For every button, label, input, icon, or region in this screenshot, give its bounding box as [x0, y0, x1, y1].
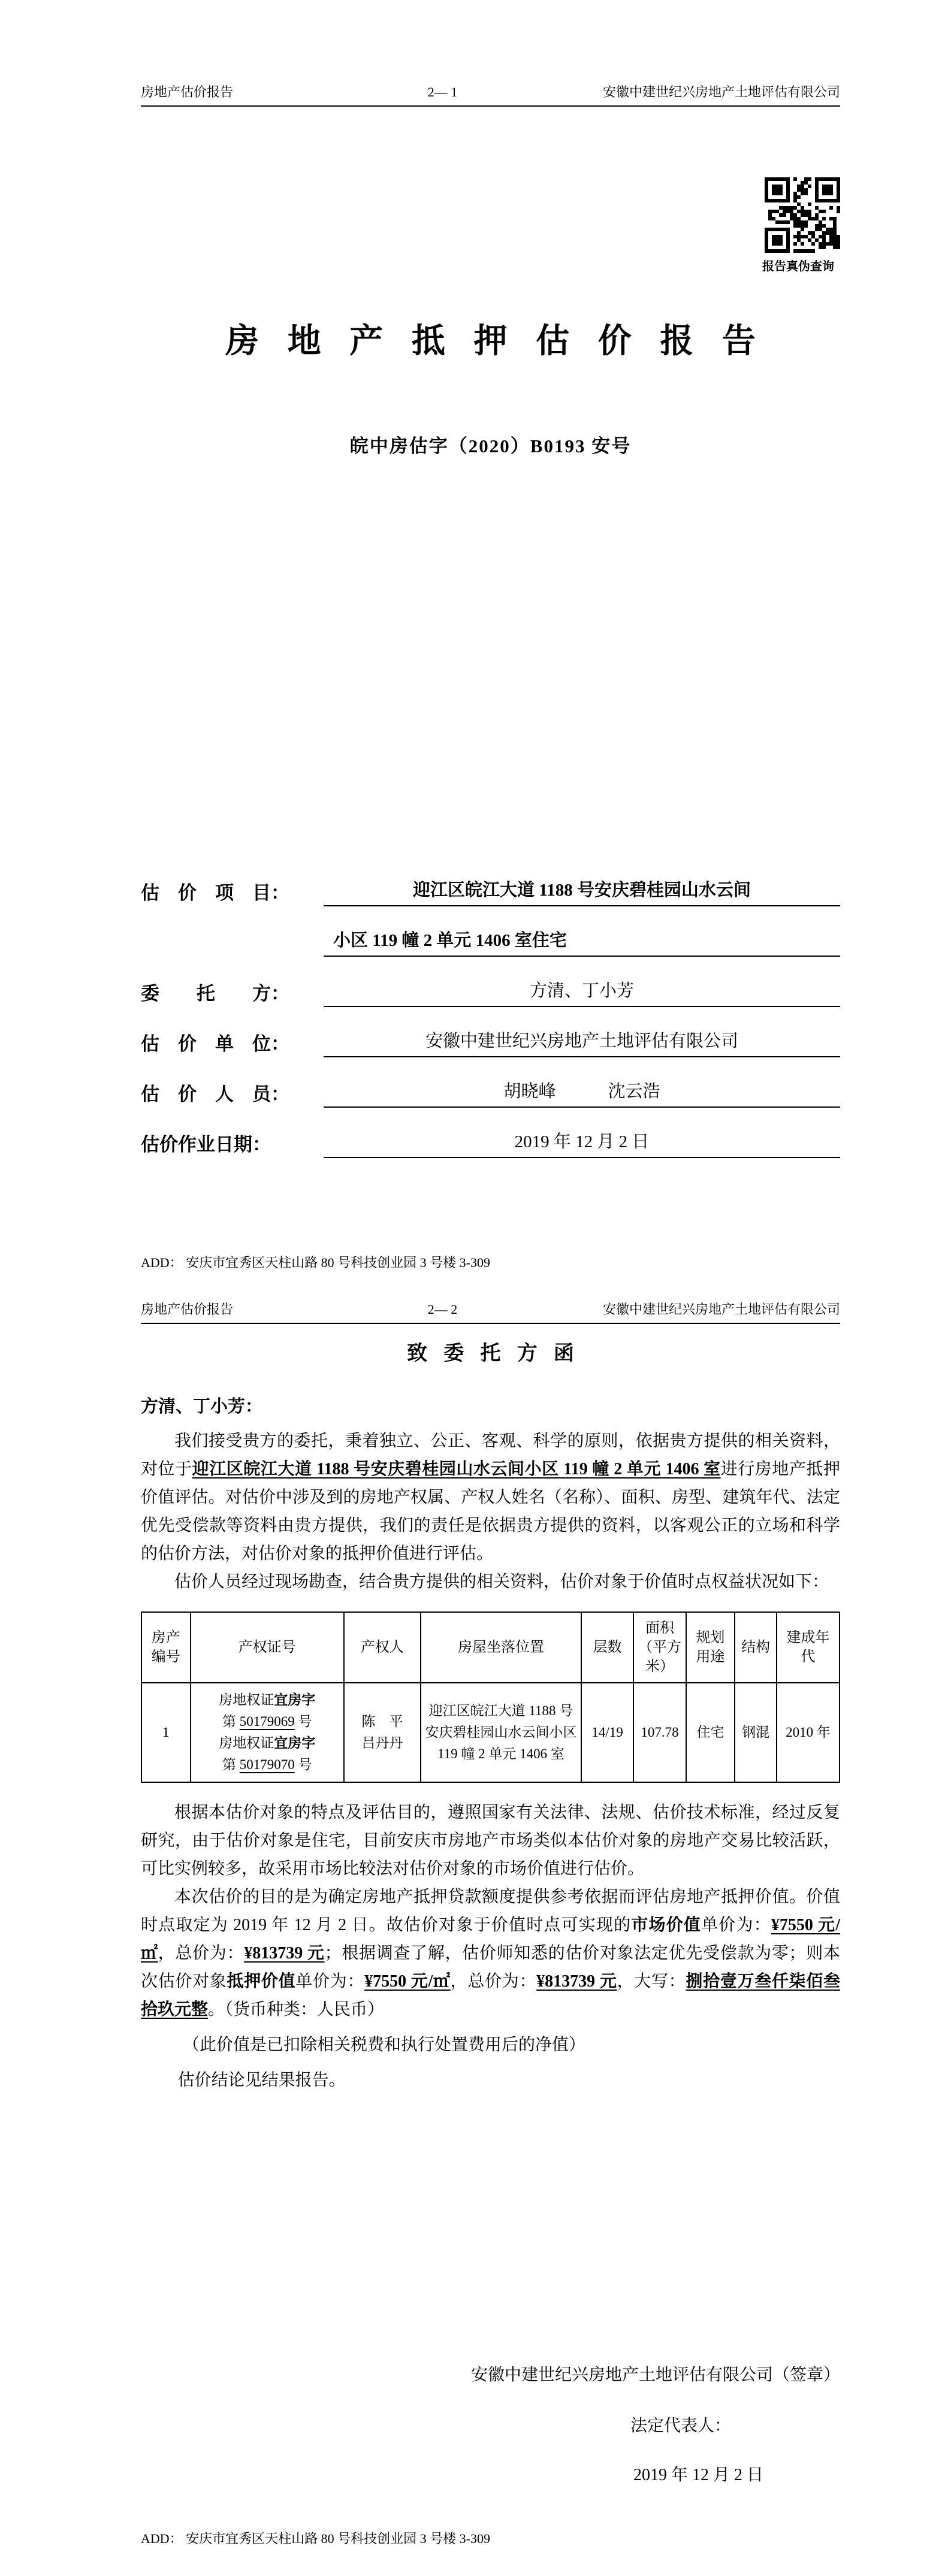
cert-text: 号 — [294, 1714, 312, 1729]
mortgage-value-term: 抵押价值 — [227, 1972, 296, 1991]
project-value-line-2: 小区 119 幢 2 单元 1406 室住宅 — [324, 928, 840, 957]
cell-year: 2010 年 — [777, 1683, 840, 1782]
header-doc-type: 房地产估价报告 — [141, 84, 234, 99]
paragraph-segment: ，总价为： — [158, 1944, 244, 1963]
form-row-work-date — [141, 1129, 840, 1158]
signature-date: 2019 年 12 月 2 日 — [633, 2466, 763, 2484]
cert-text: 房地权证 — [219, 1692, 274, 1707]
cert-number: 50179070 — [239, 1757, 295, 1772]
cert-line — [194, 1733, 341, 1754]
unit-price-value: ¥7550 元/㎡ — [141, 1916, 840, 1963]
mortgage-unit-price-value: ¥7550 元/㎡ — [364, 1972, 451, 1991]
letter-paragraph-2: 估价人员经过现场勘查，结合贵方提供的相关资料，估价对象于价值时点权益状况如下： — [174, 1573, 829, 1591]
footer-address: ADD： 安庆市宜秀区天柱山路 80 号科技创业园 3 号楼 3-309 — [141, 1255, 490, 1270]
work-date-label: 估价作业日期： — [141, 1134, 271, 1155]
appraisers-label: 估 价 人 员： — [141, 1084, 289, 1105]
agency-value: 安徽中建世纪兴房地产土地评估有限公司 — [324, 1029, 840, 1057]
page-footer — [141, 2530, 840, 2547]
col-header-use: 规划用途 — [686, 1612, 735, 1683]
cell-floors: 14/19 — [581, 1683, 633, 1782]
conclusion-line: 估价结论见结果报告。 — [177, 2071, 346, 2090]
form-row-client — [141, 978, 840, 1007]
market-value-term: 市场价值 — [631, 1916, 702, 1934]
form-row-project — [141, 878, 840, 906]
cert-number: 50179069 — [239, 1714, 295, 1729]
paragraph-segment: 单价为： — [701, 1916, 771, 1934]
letter-paragraph-3: 根据本估价对象的特点及评估目的，遵照国家有关法律、法规、估价技术标准，经过反复研究，由于估价对象是住宅，目前安庆市房地产市场类似本估价对象的房地产交易比较活跃，可比实例较多，故采用市场比较法对估价对象的市场价值进行估价。 — [141, 1803, 840, 1878]
form-row-project-continued — [141, 928, 840, 957]
owner-name: 陈 平 — [361, 1714, 403, 1729]
cover-form — [141, 878, 840, 1158]
cert-line — [194, 1711, 341, 1733]
header-page-number: 2— 2 — [427, 1302, 458, 1317]
project-value-line-1: 迎江区皖江大道 1188 号安庆碧桂园山水云间 — [324, 878, 840, 906]
total-price-value: ¥813739 元 — [244, 1944, 325, 1963]
cert-line — [194, 1689, 341, 1711]
header-doc-type: 房地产估价报告 — [141, 1302, 234, 1317]
signature-company: 安徽中建世纪兴房地产土地评估有限公司（签章） — [470, 2366, 840, 2384]
agency-label: 估 价 单 位： — [141, 1033, 289, 1054]
cell-location: 迎江区皖江大道 1188 号安庆碧桂园山水云间小区 119 幢 2 单元 1406 室 — [421, 1683, 581, 1782]
cell-area: 107.78 — [633, 1683, 686, 1782]
letter-title: 致委托方函 — [407, 1343, 591, 1365]
paragraph-segment: 本次估价的目的是为确定房地产抵押贷款额度提供参考依据而评估房地产抵押价值。价值时点取定为 2019 年 12 月 2 日。故估价对象于价值时点可实现的 — [141, 1888, 840, 1934]
header-company-name: 安徽中建世纪兴房地产土地评估有限公司 — [602, 1302, 840, 1317]
table-header-row — [141, 1612, 840, 1683]
cert-text: 第 — [222, 1714, 240, 1729]
paragraph-segment: 。（货币种类：人民币） — [208, 2000, 385, 2019]
paragraph-segment: 进行房地产抵押价值评估。对估价中涉及到的房地产权属、产权人姓名（名称）、面积、房型、建筑年代、法定优先受偿款等资料由贵方提供，我们的责任是依据贵方提供的资料，以客观公正的立场和科学的估价方法，对估价对象的抵押价值进行评估。 — [141, 1460, 840, 1563]
cert-text: 第 — [222, 1757, 240, 1772]
paragraph-segment: ，总价为： — [450, 1972, 537, 1991]
cell-cert-no — [191, 1683, 344, 1782]
form-row-agency — [141, 1029, 840, 1057]
paragraph-segment: ，大写： — [617, 1972, 686, 1991]
col-header-property-no: 房产编号 — [141, 1612, 191, 1683]
page-header — [141, 84, 840, 107]
cert-text: 房地权证 — [219, 1736, 274, 1750]
legal-representative-label: 法定代表人： — [630, 2417, 731, 2435]
property-info-table — [141, 1611, 840, 1783]
header-company-name: 安徽中建世纪兴房地产土地评估有限公司 — [602, 84, 840, 99]
appraisers-value: 胡晓峰 沈云浩 — [324, 1079, 840, 1108]
qr-code-icon — [765, 177, 840, 253]
page-footer — [141, 1254, 840, 1271]
cell-structure: 钢混 — [735, 1683, 777, 1782]
letter-paragraph-1 — [141, 1427, 840, 1568]
work-date-value: 2019 年 12 月 2 日 — [324, 1129, 840, 1158]
paragraph-segment: ；根据调查了解，估价师知悉的估价对象法定优先受偿款为零；则本次估价对象 — [141, 1944, 840, 1991]
amount-in-words: 捌拾壹万叁仟柒佰叁拾玖元整 — [141, 1972, 840, 2019]
cell-owner — [344, 1683, 421, 1782]
header-page-number: 2— 1 — [427, 84, 458, 99]
property-address-highlight: 迎江区皖江大道 1188 号安庆碧桂园山水云间小区 119 幢 2 单元 1406 室 — [192, 1460, 721, 1479]
letter-paragraph-4 — [141, 1883, 840, 2024]
cert-text-bold: 宜房字 — [274, 1692, 316, 1707]
mortgage-total-price-value: ¥813739 元 — [536, 1972, 617, 1991]
col-header-structure: 结构 — [735, 1612, 777, 1683]
cert-text: 号 — [294, 1757, 312, 1772]
page-header — [141, 1301, 840, 1324]
letter-page — [0, 1288, 951, 2576]
table-row — [141, 1683, 840, 1782]
cert-text-bold: 宜房字 — [274, 1736, 316, 1750]
client-value: 方清、丁小芳 — [324, 978, 840, 1007]
paragraph-segment: 单价为： — [295, 1972, 365, 1991]
valuation-note: （此价值是已扣除相关税费和执行处置费用后的净值） — [183, 2036, 586, 2054]
col-header-year: 建成年代 — [777, 1612, 840, 1683]
client-label: 委 托 方： — [141, 983, 289, 1004]
qr-block — [141, 177, 840, 274]
col-header-area: 面积（平方米） — [633, 1612, 686, 1683]
col-header-cert-no: 产权证号 — [191, 1612, 344, 1683]
qr-caption: 报告真伪查询 — [762, 260, 834, 273]
form-row-appraisers — [141, 1079, 840, 1108]
project-label: 估 价 项 目： — [141, 882, 289, 903]
paragraph-segment: 我们接受贵方的委托，秉着独立、公正、客观、科学的原则，依据贵方提供的相关资料，对位于 — [141, 1432, 840, 1479]
cert-line — [194, 1754, 341, 1776]
report-title: 房地产抵押估价报告 — [225, 323, 784, 360]
report-number: 皖中房估字（2020）B0193 安号 — [349, 436, 632, 456]
col-header-location: 房屋坐落位置 — [421, 1612, 581, 1683]
col-header-owner: 产权人 — [344, 1612, 421, 1683]
cell-use: 住宅 — [686, 1683, 735, 1782]
cell-property-no: 1 — [141, 1683, 191, 1782]
col-header-floors: 层数 — [581, 1612, 633, 1683]
footer-address: ADD： 安庆市宜秀区天柱山路 80 号科技创业园 3 号楼 3-309 — [141, 2531, 490, 2546]
salutation: 方清、丁小芳： — [141, 1397, 263, 1416]
owner-name: 吕丹丹 — [361, 1736, 403, 1750]
